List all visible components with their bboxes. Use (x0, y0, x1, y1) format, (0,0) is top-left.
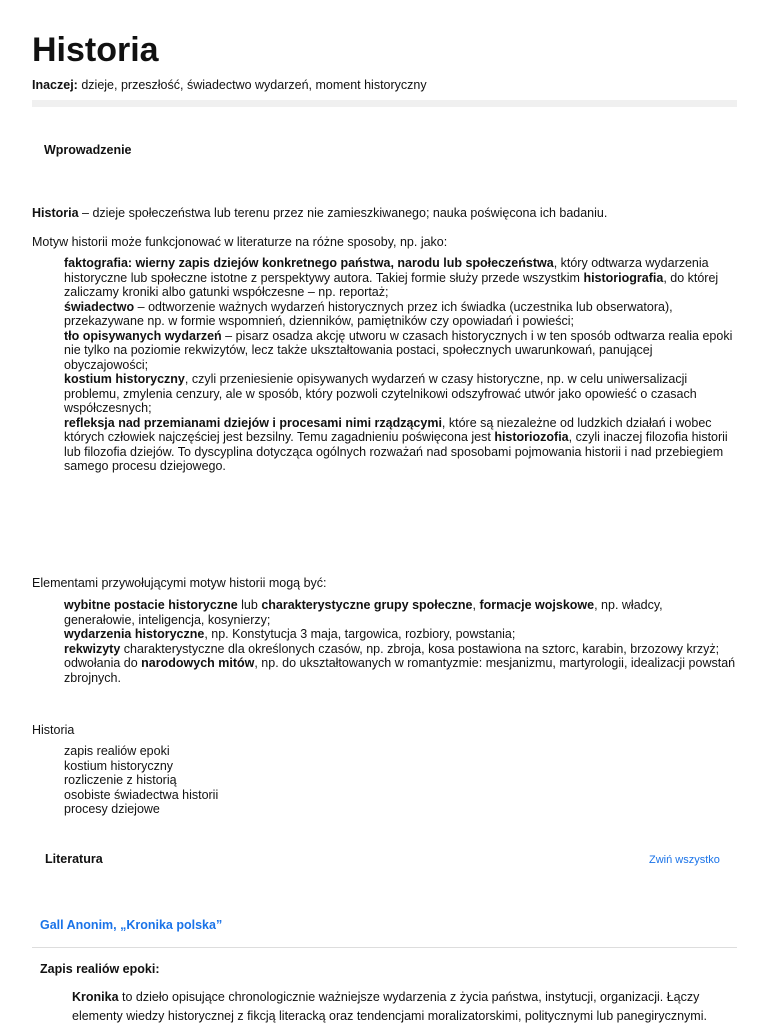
item-text: , czyli inaczej filozofia historii lub filozofia dziejów. To dyscyplina dotycząca ogólnych rozważań nad sposobami pojmowania historii i nad przebiegiem samego procesu dziejowego. (64, 430, 728, 473)
list-item (64, 256, 736, 300)
list-item: kostium historyczny (64, 758, 174, 773)
item-term: rekwizyty (64, 641, 121, 656)
item-text: , czyli przeniesienie opisywanych wydarzeń w czasy historyczne, np. w celu uniwersalizacji problemu, zmylenia cenzury, ale w sposób, który pozwoli czytelnikowi odszyfrować utwór jako opowieść o czasach współczesnych; (64, 372, 697, 415)
item-text: – pisarz osadza akcję utworu w czasach historycznych i w ten sposób odtwarza realia epoki nie tylko na poziomie rekwizytów, lecz także ukształtowania postaci, społecznych uwarunkowań, panującej obyczajowości; (64, 328, 733, 372)
chronicle-text: to dzieło opisujące chronologicznie ważniejsze wydarzenia z życia państwa, instytucji, organizacji. Łączy elementy wiedzy historycznej z fikcją literacką oraz tendencjami moralizatorskimi, politycznymi lub panegirycznymi. (72, 990, 707, 1023)
functions-list (64, 256, 736, 474)
aliases-line (32, 77, 427, 93)
item-term: wydarzenia historyczne (64, 627, 205, 641)
list-item: rozliczenie z historią (64, 773, 177, 787)
functions-lead: Motyw historii może funkcjonować w literaturze na różne sposoby, np. jako: (32, 235, 448, 249)
page-title: Historia (32, 31, 159, 69)
item-text: odwołania do (64, 656, 142, 670)
list-item (64, 300, 736, 329)
list-item (64, 329, 736, 373)
collapse-all-link[interactable]: Zwiń wszystko (649, 854, 720, 866)
aspects-heading: Historia (32, 723, 75, 737)
item-term: formacje wojskowe (479, 598, 595, 612)
aspects-list (64, 744, 736, 817)
item-text: , (472, 598, 480, 612)
item-term: świadectwo (64, 299, 135, 314)
item-term: refleksja nad przemianami dziejów i procesami nimi rządzącymi (64, 415, 442, 430)
item-term: charakterystyczne grupy społeczne (261, 598, 473, 612)
list-item (64, 416, 736, 474)
list-item: osobiste świadectwa historii (64, 787, 219, 802)
item-term: tło opisywanych wydarzeń (64, 328, 222, 343)
section-divider (32, 947, 737, 948)
list-item: zapis realiów epoki (64, 744, 170, 758)
item-term: faktografia: wierny zapis dziejów konkretnego państwa, narodu lub społeczeństwa (64, 256, 554, 270)
item-text: , które są niezależne od ludzkich działań i wobec których człowiek najczęściej jest bezsilny. Temu zagadnieniu poświęcona jest (64, 415, 712, 444)
item-term: kostium historyczny (64, 372, 185, 386)
list-item (64, 372, 736, 416)
item-term: historiografia (583, 270, 664, 285)
item-text: , do której zaliczamy kroniki albo gatunki współczesne – np. reportaż; (64, 270, 719, 299)
item-text: , np. władcy, generałowie, inteligencja, kosynierzy; (64, 598, 663, 627)
list-item: procesy dziejowe (64, 802, 160, 816)
list-item (64, 642, 736, 657)
list-item (64, 598, 736, 627)
elements-lead: Elementami przywołującymi motyw historii mogą być: (32, 576, 327, 590)
aliases-label: Inaczej: (32, 78, 78, 92)
definition-term: Historia (32, 206, 79, 220)
list-item (64, 656, 736, 685)
item-text: , np. do ukształtowanych w romantyzmie: mesjanizmu, martyrologii, idealizacji powstań zbrojnych. (64, 656, 736, 685)
intro-heading: Wprowadzenie (44, 143, 132, 157)
item-text: lub (237, 598, 262, 612)
item-term: historiozofia (494, 430, 569, 444)
elements-list (64, 598, 736, 685)
item-text: , który odtwarza wydarzenia historyczne lub społeczne istotne z perspektywy autora. Takiej formie służy przede wszystkim (64, 256, 709, 285)
chronicle-term: Kronika (72, 990, 119, 1004)
realia-subheading: Zapis realiów epoki: (40, 962, 160, 976)
work-title-link[interactable]: Gall Anonim, „Kronika polska” (40, 918, 223, 932)
item-term: wybitne postacie historyczne (64, 598, 238, 612)
header-divider-band (32, 100, 737, 107)
chronicle-paragraph (72, 988, 736, 1024)
aliases-text: dzieje, przeszłość, świadectwo wydarzeń, moment historyczny (81, 78, 427, 92)
item-text: – odtworzenie ważnych wydarzeń historycznych przez ich świadka (uczestnika lub obserwatora), przekazywane np. w formie wspomnień, dzienników, pamiętników czy opowiadań i powieści; (64, 299, 673, 328)
list-item (64, 627, 736, 642)
item-term: narodowych mitów (141, 656, 255, 670)
item-text: , np. Konstytucja 3 maja, targowica, rozbiory, powstania; (204, 627, 516, 641)
definition-text: – dzieje społeczeństwa lub terenu przez nie zamieszkiwanego; nauka poświęcona ich badaniu. (78, 206, 608, 220)
item-text: charakterystyczne dla określonych czasów, np. zbroja, kosa postawiona na sztorc, karabin, brzozowy krzyż; (120, 641, 720, 656)
definition-paragraph (32, 206, 737, 221)
literature-heading: Literatura (45, 852, 103, 866)
